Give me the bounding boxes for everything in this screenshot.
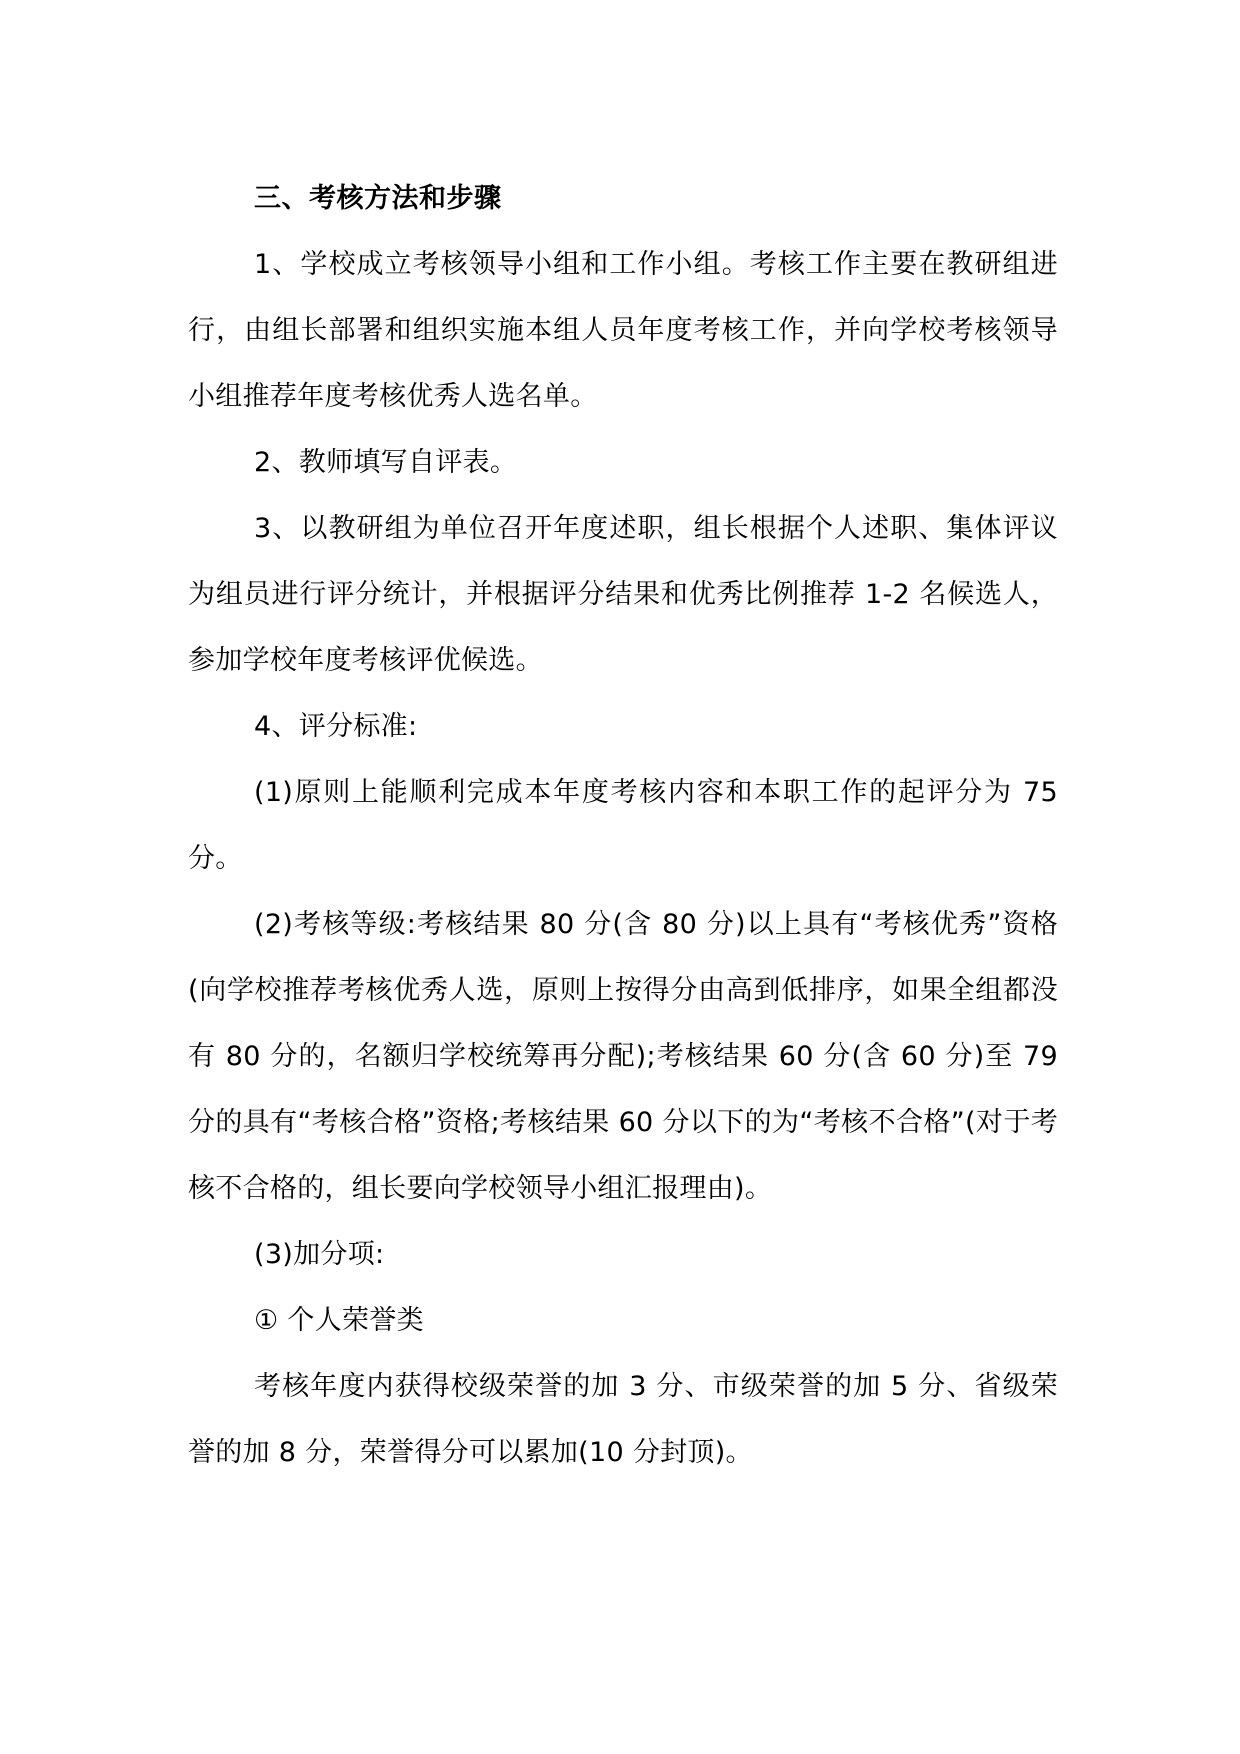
paragraph-step-2: 2、教师填写自评表。: [254, 447, 518, 478]
paragraph-criterion-1: (1)原则上能顺利完成本年度考核内容和本职工作的起评分为 75 分。: [188, 777, 1058, 874]
paragraph-step-4: 4、评分标准:: [254, 711, 418, 742]
paragraph-criterion-3: (3)加分项:: [254, 1239, 385, 1270]
paragraph-criterion-2: (2)考核等级:考核结果 80 分(含 80 分)以上具有“考核优秀”资格(向学校推荐考核优秀人选，原则上按得分由高到低排序，如果全组都没有 80 分的，名额归学校统筹再分配);考核结果 60 分(含 60 分)至 79 分的具有“考核合格”资格;考核结果 60 分以下的为“考核不合格”(对于考核不合格的，组长要向学校领导小组汇报理由)。: [188, 909, 1058, 1204]
section-heading: 三、考核方法和步骤: [254, 183, 502, 214]
paragraph-honor-points: 考核年度内获得校级荣誉的加 3 分、市级荣誉的加 5 分、省级荣誉的加 8 分，荣誉得分可以累加(10 分封顶)。: [188, 1371, 1058, 1468]
paragraph-step-1: 1、学校成立考核领导小组和工作小组。考核工作主要在教研组进行，由组长部署和组织实施本组人员年度考核工作，并向学校考核领导小组推荐年度考核优秀人选名单。: [188, 249, 1058, 412]
paragraph-step-3: 3、以教研组为单位召开年度述职，组长根据个人述职、集体评议为组员进行评分统计，并根据评分结果和优秀比例推荐 1-2 名候选人，参加学校年度考核评优候选。: [188, 513, 1058, 676]
paragraph-subitem-personal-honor: ① 个人荣誉类: [254, 1305, 424, 1336]
document-body: [188, 166, 1058, 1486]
